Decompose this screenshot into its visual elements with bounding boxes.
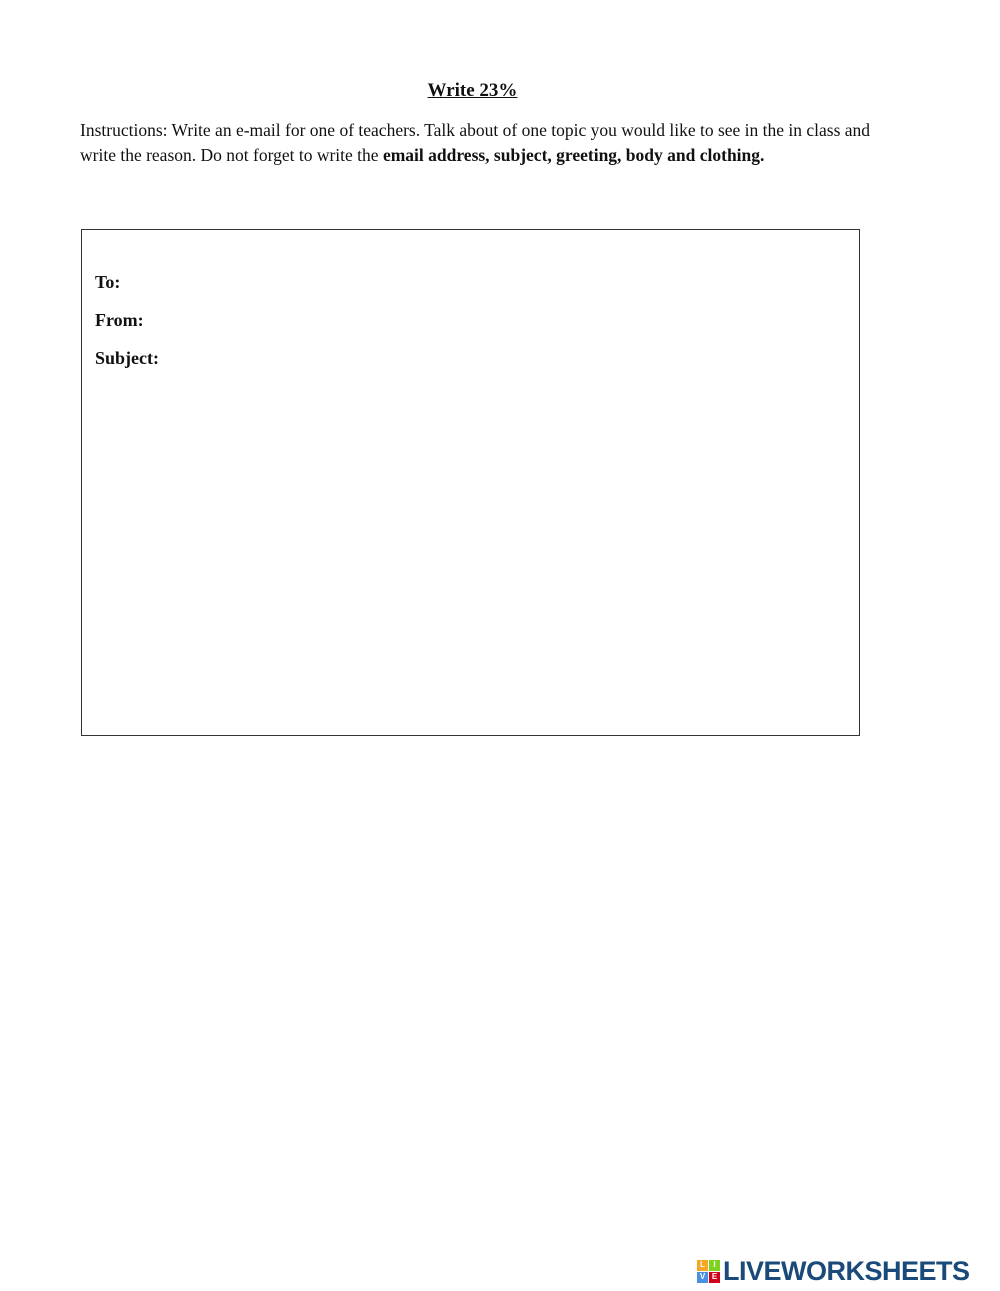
logo-cell-l: L <box>697 1260 708 1271</box>
instructions-paragraph <box>80 118 880 168</box>
instructions-text: Instructions: Write an e-mail for one of teachers. Talk about of one topic you would like to see in the in class and write the reason. Do not forget to write the <box>80 120 871 165</box>
instructions-bold-text: email address, subject, greeting, body and clothing. <box>382 145 765 165</box>
to-label: To: <box>95 272 121 292</box>
email-writing-box[interactable] <box>81 229 860 736</box>
worksheet-title: Write 23% <box>427 80 518 101</box>
logo-cell-e: E <box>709 1272 720 1283</box>
logo-cell-v: V <box>697 1272 708 1283</box>
liveworksheets-logo <box>697 1256 970 1286</box>
logo-cell-i: I <box>709 1260 720 1271</box>
logo-text: LIVEWORKSHEETS <box>723 1255 970 1286</box>
from-label: From: <box>95 310 144 330</box>
subject-label: Subject: <box>95 348 159 368</box>
logo-grid-icon <box>697 1260 720 1283</box>
